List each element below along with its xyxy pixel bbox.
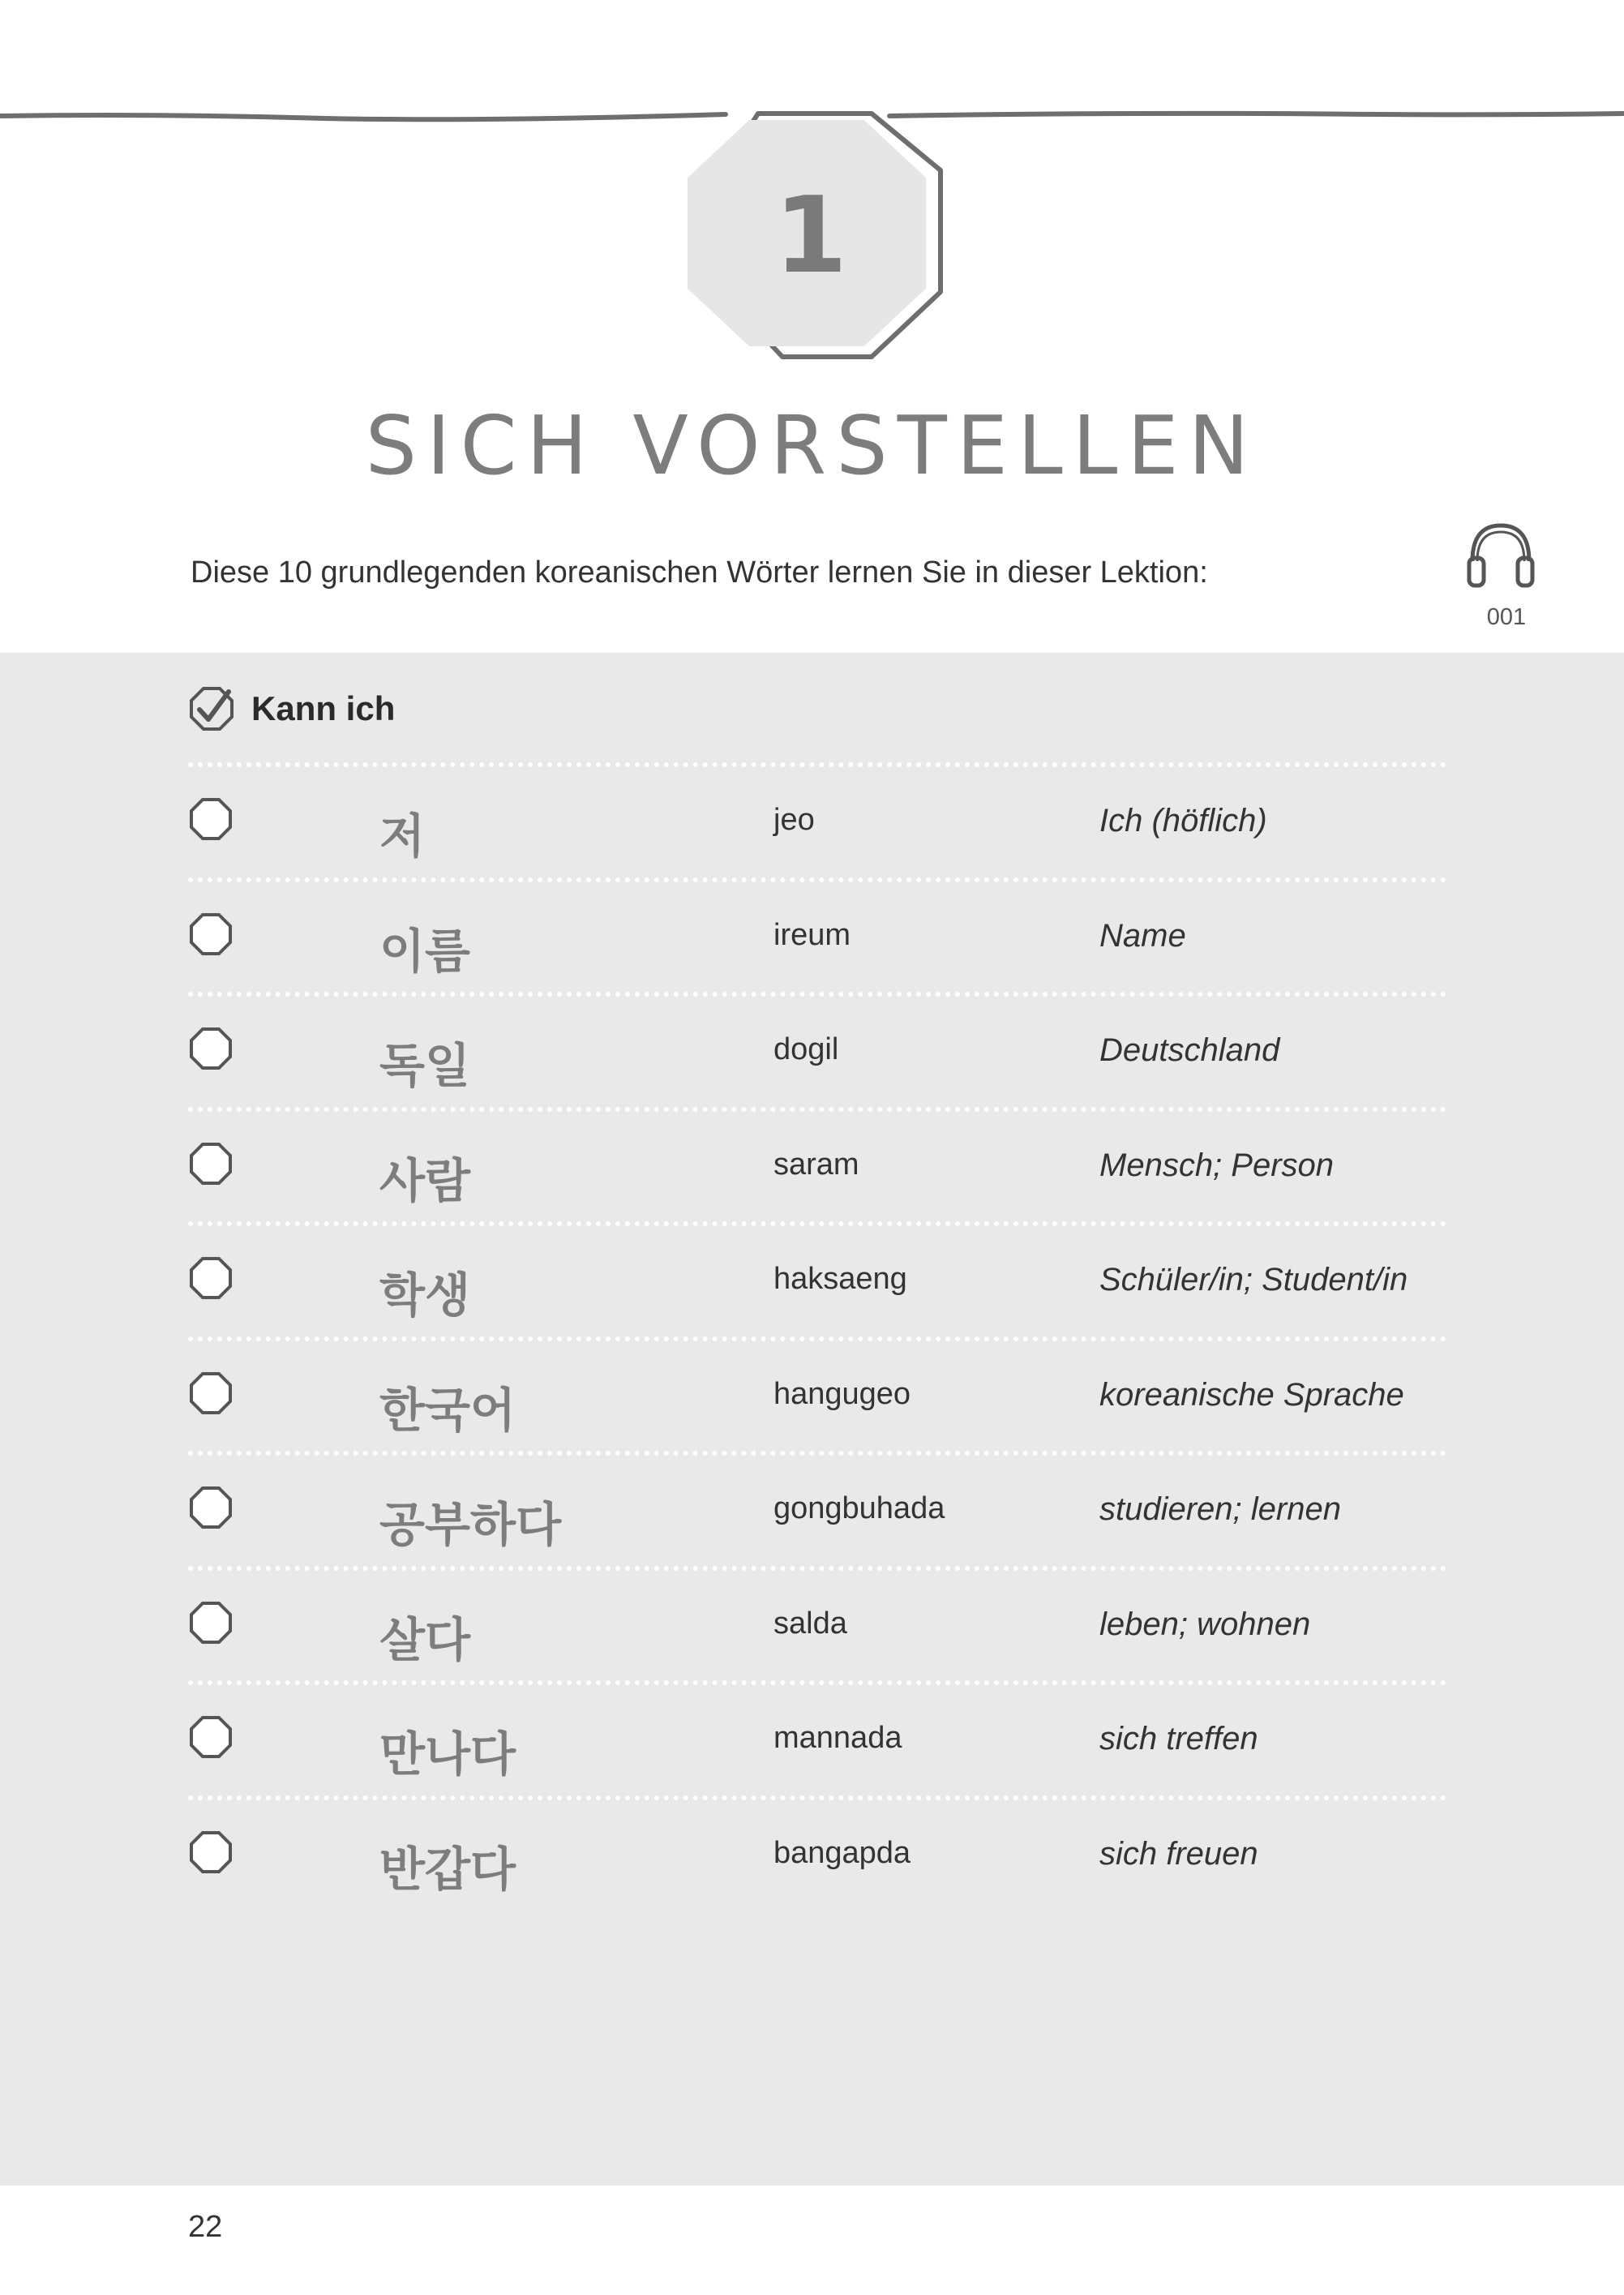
korean-word: 학생 xyxy=(379,1268,471,1323)
checklist-header xyxy=(188,685,395,732)
romanization: saram xyxy=(773,1147,859,1182)
romanization: bangapda xyxy=(773,1835,911,1870)
korean-word: 반갑다 xyxy=(379,1841,516,1897)
octagon-checkbox[interactable] xyxy=(188,1485,234,1530)
korean-word: 한국어 xyxy=(379,1382,516,1438)
octagon-checkbox[interactable] xyxy=(188,1600,234,1645)
list-item xyxy=(188,1795,1446,1911)
german-translation: sich treffen xyxy=(1099,1721,1258,1757)
korean-word: 독일 xyxy=(379,1038,471,1093)
list-item xyxy=(188,1451,1446,1566)
german-translation: Name xyxy=(1099,917,1186,954)
list-item xyxy=(188,1107,1446,1222)
german-translation: Mensch; Person xyxy=(1099,1147,1335,1183)
audio-track-number: 001 xyxy=(1486,604,1527,630)
romanization: haksaeng xyxy=(773,1262,907,1296)
romanization: jeo xyxy=(773,803,815,837)
romanization: dogil xyxy=(773,1032,839,1066)
german-translation: leben; wohnen xyxy=(1099,1606,1311,1642)
octagon-checkbox[interactable] xyxy=(188,1026,234,1071)
list-item xyxy=(188,1566,1446,1681)
list-item xyxy=(188,1336,1446,1452)
romanization: salda xyxy=(773,1606,847,1641)
list-item xyxy=(188,1221,1446,1336)
page-title: SICH VORSTELLEN xyxy=(365,398,1259,493)
german-translation: Ich (höflich) xyxy=(1099,803,1267,839)
intro-text: Diese 10 grundlegenden koreanischen Wörter lernen Sie in dieser Lektion: xyxy=(191,556,1208,590)
checklist-heading: Kann ich xyxy=(251,689,396,727)
korean-word: 공부하다 xyxy=(379,1497,562,1552)
octagon-checkbox[interactable] xyxy=(188,912,234,957)
german-translation: koreanische Sprache xyxy=(1099,1376,1404,1413)
german-translation: sich freuen xyxy=(1099,1835,1258,1872)
korean-word: 저 xyxy=(379,809,426,864)
octagon-checkbox[interactable] xyxy=(188,1255,234,1301)
page-number: 22 xyxy=(188,2210,223,2244)
vocabulary-list xyxy=(188,762,1446,1910)
romanization: mannada xyxy=(773,1721,902,1755)
list-item xyxy=(188,1680,1446,1795)
german-translation: Deutschland xyxy=(1099,1032,1280,1068)
romanization: hangugeo xyxy=(773,1376,911,1411)
list-item xyxy=(188,762,1446,877)
lesson-number: 1 xyxy=(773,174,848,297)
korean-word: 사람 xyxy=(379,1152,471,1208)
list-item xyxy=(188,992,1446,1107)
octagon-checkbox[interactable] xyxy=(188,1830,234,1875)
korean-word: 만나다 xyxy=(379,1727,516,1782)
korean-word: 이름 xyxy=(379,923,471,979)
headphones-icon[interactable] xyxy=(1464,519,1537,592)
octagon-checkbox[interactable] xyxy=(188,1371,234,1416)
list-item xyxy=(188,877,1446,993)
check-circle-icon xyxy=(188,685,235,732)
octagon-checkbox[interactable] xyxy=(188,796,234,842)
romanization: ireum xyxy=(773,917,851,952)
octagon-checkbox[interactable] xyxy=(188,1714,234,1760)
korean-word: 살다 xyxy=(379,1611,471,1667)
german-translation: Schüler/in; Student/in xyxy=(1099,1262,1408,1298)
octagon-checkbox[interactable] xyxy=(188,1141,234,1186)
romanization: gongbuhada xyxy=(773,1491,945,1525)
german-translation: studieren; lernen xyxy=(1099,1491,1341,1527)
